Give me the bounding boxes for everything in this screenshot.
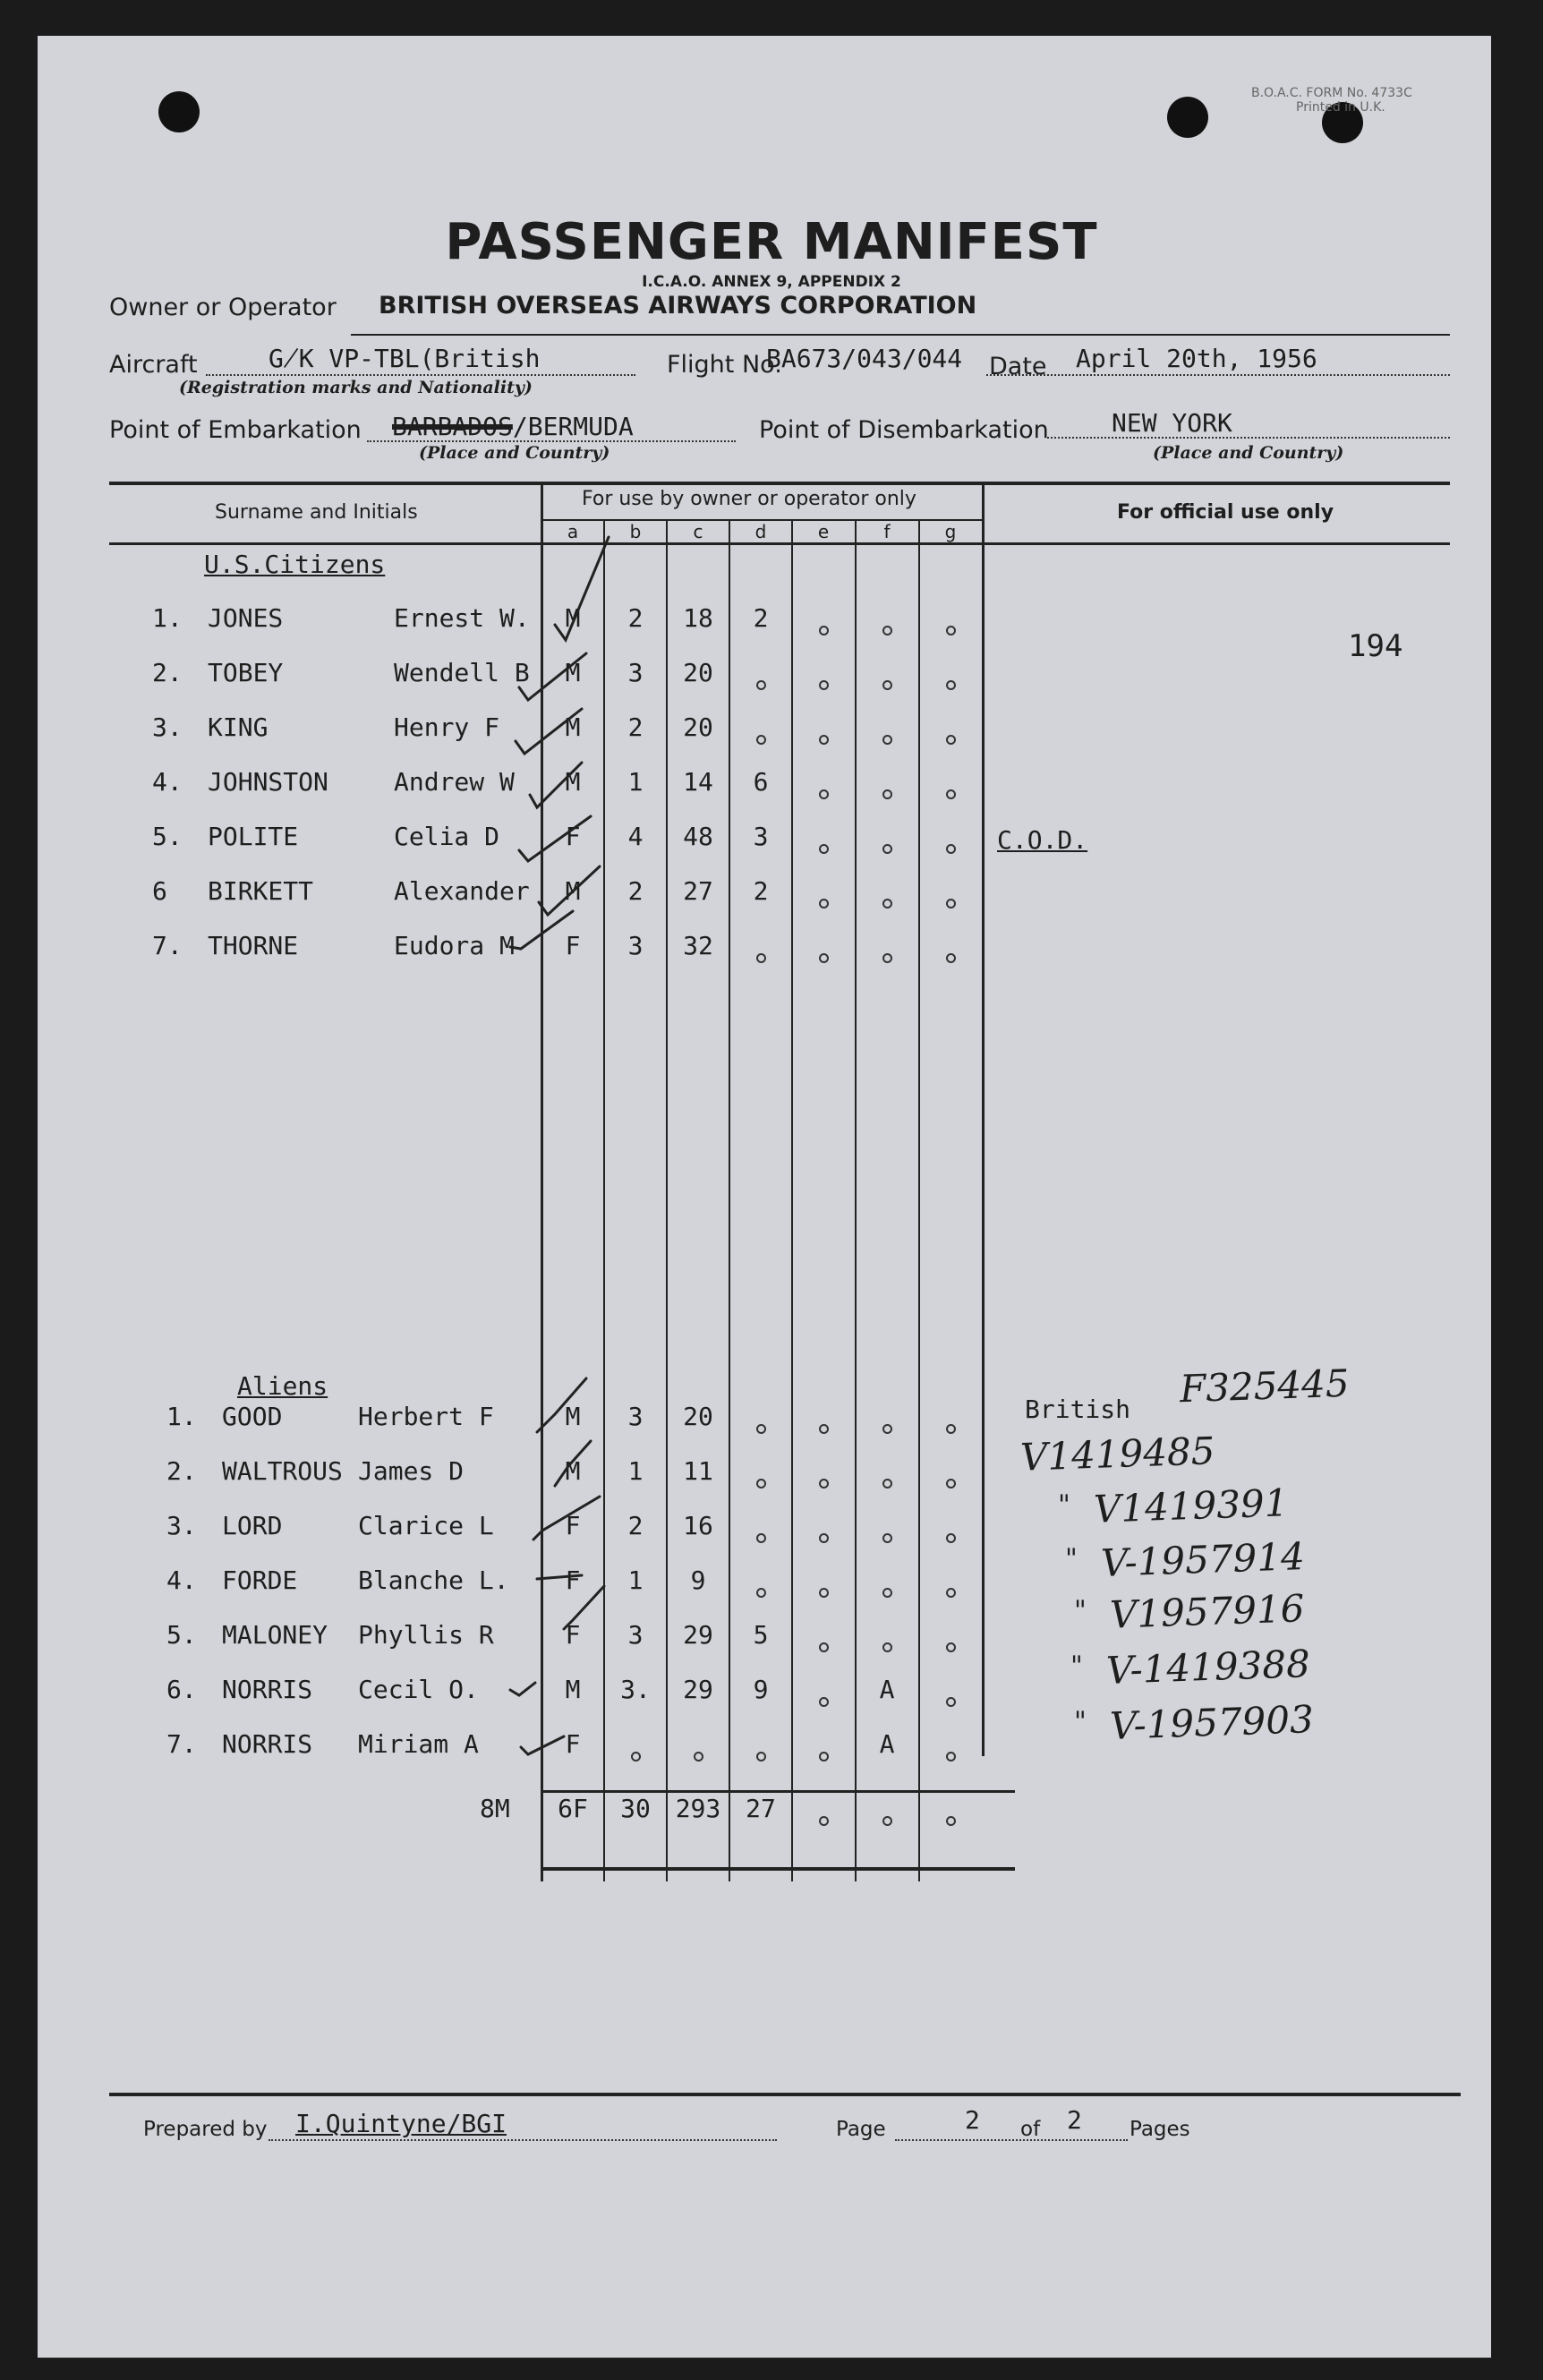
dot-mark [882, 1479, 892, 1489]
empty-cell-dot [933, 1411, 968, 1440]
cell-c: 29 [683, 1620, 713, 1650]
ditto-mark: " [1074, 1706, 1087, 1737]
cell-b: 2 [627, 603, 644, 633]
passport-number: V-1957914 [1100, 1534, 1306, 1585]
dot-mark [819, 1588, 829, 1598]
row-number: 2. [152, 658, 183, 687]
cell-a: F [565, 1620, 581, 1650]
dot-mark [819, 1533, 829, 1543]
page-label: Page [836, 2118, 886, 2141]
empty-cell-dot [869, 1803, 905, 1832]
empty-cell-dot [933, 721, 968, 751]
cell-f: A [879, 1729, 895, 1759]
aliens-heading: Aliens [237, 1371, 328, 1401]
dot-mark [819, 1752, 829, 1762]
empty-cell-dot [933, 1803, 968, 1832]
cell-b: 2 [627, 712, 644, 742]
given-names: Henry F [394, 712, 500, 742]
cell-a: F [565, 1565, 581, 1595]
embark-label: Point of Embarkation [109, 416, 362, 444]
dot-mark [819, 953, 829, 963]
empty-cell-dot [869, 1574, 905, 1604]
us-citizens-heading: U.S.Citizens [204, 550, 386, 579]
divider [351, 334, 1450, 336]
dotted-rule [895, 2139, 1128, 2142]
empty-cell-dot [869, 885, 905, 915]
cell-c: 11 [683, 1456, 713, 1486]
empty-cell-dot [933, 940, 968, 969]
empty-cell-dot [806, 667, 841, 696]
col-rule [666, 519, 668, 1881]
page-subtitle: I.C.A.O. ANNEX 9, APPENDIX 2 [642, 273, 901, 291]
dot-mark [946, 953, 956, 963]
dot-mark [946, 1816, 956, 1826]
given-names: Blanche L. [358, 1565, 509, 1595]
col-rule [791, 519, 793, 1881]
dot-mark [946, 735, 956, 745]
date-value: April 20th, 1956 [1076, 344, 1317, 373]
cell-d: 5 [753, 1620, 769, 1650]
cell-c: 293 [675, 1794, 721, 1823]
empty-cell-dot [869, 667, 905, 696]
empty-cell-dot [933, 1629, 968, 1659]
empty-cell-dot [869, 1629, 905, 1659]
dot-mark [882, 1816, 892, 1826]
dot-mark [946, 844, 956, 854]
cell-c: 27 [683, 876, 713, 906]
passport-number: V1419485 [1019, 1429, 1216, 1480]
empty-cell-dot [743, 940, 779, 969]
dot-mark [756, 1752, 766, 1762]
cell-b: 3 [627, 931, 644, 960]
empty-cell-dot [806, 940, 841, 969]
cell-c: 14 [683, 767, 713, 797]
given-names: Celia D [394, 822, 500, 851]
dot-mark [882, 1533, 892, 1543]
prepared-value: I.Quintyne/BGI [295, 2109, 507, 2138]
punch-hole [1167, 97, 1208, 138]
empty-cell-dot [869, 1411, 905, 1440]
dot-mark [882, 680, 892, 690]
embark-caption: (Place and Country) [419, 443, 610, 463]
cell-b: 4 [627, 822, 644, 851]
dot-mark [819, 844, 829, 854]
surname: TOBEY [208, 658, 284, 687]
cell-b: 2 [627, 1511, 644, 1540]
cell-a: M [565, 603, 581, 633]
dot-mark [819, 789, 829, 799]
dot-mark [819, 1424, 829, 1434]
row-number: 6. [166, 1675, 197, 1704]
row-number: 7. [152, 931, 183, 960]
totals-label: 8M [480, 1794, 510, 1823]
empty-cell-dot [933, 1684, 968, 1713]
empty-cell-dot [869, 612, 905, 642]
dot-mark [819, 1697, 829, 1707]
empty-cell-dot [743, 1738, 779, 1768]
passport-number: V-1419388 [1105, 1642, 1311, 1693]
alien-checkmark-strokes [501, 1361, 635, 1763]
dot-mark [756, 1424, 766, 1434]
dot-mark [946, 789, 956, 799]
empty-cell-dot [806, 831, 841, 860]
embark-value [392, 412, 634, 441]
cell-a: F [565, 1511, 581, 1540]
cell-c: 9 [690, 1565, 706, 1595]
dot-mark [756, 1533, 766, 1543]
empty-cell-dot [869, 831, 905, 860]
dot-mark [946, 1588, 956, 1598]
cell-c: 48 [683, 822, 713, 851]
aircraft-label: Aircraft [109, 351, 198, 379]
given-names: Eudora M [394, 931, 515, 960]
row-number: 6 [152, 876, 167, 906]
empty-cell-dot [743, 1520, 779, 1549]
ditto-mark: " [1070, 1651, 1083, 1682]
checkmark-strokes [501, 528, 635, 976]
aircraft-caption: (Registration marks and Nationality) [179, 378, 533, 397]
empty-cell-dot [806, 885, 841, 915]
table-header-rule [109, 542, 1450, 545]
dot-mark [946, 680, 956, 690]
row-number: 5. [152, 822, 183, 851]
cell-b: 3 [627, 1402, 644, 1431]
empty-cell-dot [933, 885, 968, 915]
surname: POLITE [208, 822, 299, 851]
empty-cell-dot [933, 1574, 968, 1604]
col-header-b: b [629, 521, 642, 542]
empty-cell-dot [933, 1465, 968, 1495]
dot-mark [756, 953, 766, 963]
given-names: Andrew W [394, 767, 515, 797]
ditto-mark: " [1074, 1595, 1087, 1626]
cell-c: 20 [683, 1402, 713, 1431]
pages-label: Pages [1130, 2118, 1190, 2141]
row-number: 1. [152, 603, 183, 633]
empty-cell-dot [806, 1520, 841, 1549]
dot-mark [946, 1479, 956, 1489]
dot-mark [882, 1424, 892, 1434]
surname: NORRIS [222, 1675, 313, 1704]
empty-cell-dot [806, 612, 841, 642]
given-names: Alexander [394, 876, 530, 906]
empty-cell-dot [806, 1738, 841, 1768]
cell-b: 1 [627, 1456, 644, 1486]
empty-cell-dot [933, 612, 968, 642]
dot-mark [882, 1588, 892, 1598]
dot-mark [946, 626, 956, 636]
empty-cell-dot [933, 776, 968, 806]
empty-cell-dot [806, 776, 841, 806]
passenger-count: 194 [1348, 628, 1403, 664]
dot-mark [946, 1752, 956, 1762]
disembark-label: Point of Disembarkation [759, 416, 1049, 444]
cell-c: 18 [683, 603, 713, 633]
surname: NORRIS [222, 1729, 313, 1759]
passport-number: V1419391 [1093, 1480, 1290, 1531]
of-label: of [1020, 2118, 1041, 2141]
empty-cell-dot [869, 1465, 905, 1495]
col-rule [982, 485, 985, 1756]
page-title: PASSENGER MANIFEST [445, 213, 1098, 271]
empty-cell-dot [743, 1465, 779, 1495]
ditto-mark: " [1058, 1489, 1070, 1521]
cell-a: M [565, 1402, 581, 1431]
dot-mark [756, 1479, 766, 1489]
disembark-caption: (Place and Country) [1153, 443, 1344, 463]
of-value: 2 [1067, 2105, 1082, 2135]
passport-number: V1957916 [1109, 1586, 1306, 1637]
cell-c: 20 [683, 658, 713, 687]
cell-b: 1 [627, 767, 644, 797]
passport-number: V-1957903 [1109, 1697, 1315, 1748]
dot-mark [882, 735, 892, 745]
dot-mark [756, 1588, 766, 1598]
empty-cell-dot [806, 1629, 841, 1659]
empty-cell-dot [869, 940, 905, 969]
cell-a: M [565, 712, 581, 742]
dot-mark [946, 1697, 956, 1707]
flight-value: BA673/043/044 [766, 344, 963, 373]
cell-a: F [565, 822, 581, 851]
cell-d: 2 [753, 876, 769, 906]
cell-b: 3 [627, 658, 644, 687]
cell-c: 20 [683, 712, 713, 742]
dot-mark [694, 1752, 703, 1762]
cell-a: F [565, 1729, 581, 1759]
embark-place: /BERMUDA [512, 412, 634, 441]
surname: THORNE [208, 931, 299, 960]
dot-mark [882, 899, 892, 908]
given-names: Clarice L [358, 1511, 494, 1540]
row-number: 4. [166, 1565, 197, 1595]
empty-cell-dot [743, 1411, 779, 1440]
cod-note: C.O.D. [997, 825, 1088, 855]
cell-b: 30 [620, 1794, 651, 1823]
row-number: 5. [166, 1620, 197, 1650]
dot-mark [882, 953, 892, 963]
dot-mark [819, 899, 829, 908]
col-header-a: a [567, 521, 579, 542]
cell-b: 3 [627, 1620, 644, 1650]
dot-mark [819, 1816, 829, 1826]
given-names: Ernest W. [394, 603, 530, 633]
given-names: Cecil O. [358, 1675, 479, 1704]
empty-cell-dot [806, 1803, 841, 1832]
col-rule [918, 519, 920, 1881]
ditto-mark: " [1065, 1543, 1078, 1574]
empty-cell-dot [806, 721, 841, 751]
cell-a: M [565, 1675, 581, 1704]
cell-d: 9 [753, 1675, 769, 1704]
dot-mark [756, 735, 766, 745]
dot-mark [882, 626, 892, 636]
col-header-g: g [944, 521, 957, 542]
dotted-rule [986, 374, 1450, 377]
dot-mark [882, 1642, 892, 1652]
dot-mark [946, 899, 956, 908]
empty-cell-dot [743, 667, 779, 696]
col-header-d: d [754, 521, 767, 542]
col-header-f: f [883, 521, 891, 542]
page-value: 2 [965, 2105, 980, 2135]
empty-cell-dot [933, 831, 968, 860]
row-number: 4. [152, 767, 183, 797]
cell-c: 29 [683, 1675, 713, 1704]
cell-a: M [565, 658, 581, 687]
cell-d: 2 [753, 603, 769, 633]
surname: KING [208, 712, 269, 742]
cell-c: 32 [683, 931, 713, 960]
empty-cell-dot [869, 776, 905, 806]
empty-cell-dot [933, 667, 968, 696]
dot-mark [946, 1642, 956, 1652]
row-number: 1. [166, 1402, 197, 1431]
embark-struck: BARBADOS [392, 412, 513, 441]
form-code: B.O.A.C. FORM No. 4733C Printed in U.K. [1251, 86, 1412, 115]
flight-label: Flight No. [667, 351, 782, 379]
cell-a: M [565, 767, 581, 797]
given-names: Wendell B [394, 658, 530, 687]
row-number: 7. [166, 1729, 197, 1759]
aircraft-value: G̸K VP-TBL(British [269, 344, 541, 373]
given-names: Herbert F [358, 1402, 494, 1431]
col-name-header: Surname and Initials [215, 501, 418, 524]
dotted-rule [206, 374, 635, 377]
empty-cell-dot [743, 721, 779, 751]
owner-label: Owner or Operator [109, 294, 337, 321]
empty-cell-dot [933, 1520, 968, 1549]
cell-b: 1 [627, 1565, 644, 1595]
surname: WALTROUS [222, 1456, 343, 1486]
dot-mark [819, 735, 829, 745]
empty-cell-dot [869, 721, 905, 751]
dot-mark [946, 1424, 956, 1434]
cell-b: 3. [620, 1675, 651, 1704]
empty-cell-dot [869, 1520, 905, 1549]
surname: FORDE [222, 1565, 298, 1595]
given-names: James D [358, 1456, 465, 1486]
cell-d: 6 [753, 767, 769, 797]
disembark-value: NEW YORK [1112, 408, 1232, 438]
surname: JONES [208, 603, 284, 633]
dot-mark [819, 626, 829, 636]
empty-cell-dot [743, 1574, 779, 1604]
cell-f: A [879, 1675, 895, 1704]
dot-mark [946, 1533, 956, 1543]
british-note: British [1025, 1395, 1131, 1424]
totals-top-rule [542, 1790, 1015, 1793]
col-rule [729, 519, 730, 1881]
cell-a: M [565, 876, 581, 906]
empty-cell-dot [806, 1574, 841, 1604]
empty-cell-dot [680, 1738, 716, 1768]
row-number: 3. [166, 1511, 197, 1540]
totals-bottom-rule [542, 1867, 1015, 1871]
given-names: Phyllis R [358, 1620, 494, 1650]
col-header-c: c [693, 521, 703, 542]
col-rule [855, 519, 857, 1881]
date-label: Date [989, 353, 1047, 380]
col-header-e: e [817, 521, 830, 542]
surname: JOHNSTON [208, 767, 328, 797]
dot-mark [882, 789, 892, 799]
given-names: Miriam A [358, 1729, 479, 1759]
official-header: For official use only [1117, 501, 1334, 524]
dot-mark [756, 680, 766, 690]
row-number: 3. [152, 712, 183, 742]
cell-d: 3 [753, 822, 769, 851]
dot-mark [882, 844, 892, 854]
surname: LORD [222, 1511, 283, 1540]
dotted-rule [269, 2139, 777, 2142]
surname: BIRKETT [208, 876, 314, 906]
cell-c: 16 [683, 1511, 713, 1540]
cell-a: M [565, 1456, 581, 1486]
cell-a: F [565, 931, 581, 960]
passport-number: F325445 [1179, 1361, 1351, 1412]
empty-cell-dot [806, 1411, 841, 1440]
footer-rule [109, 2093, 1461, 2096]
empty-cell-dot [933, 1738, 968, 1768]
prepared-label: Prepared by [143, 2118, 268, 2141]
dotted-rule [1047, 437, 1450, 439]
operator-header: For use by owner or operator only [582, 488, 916, 510]
dot-mark [819, 1642, 829, 1652]
empty-cell-dot [806, 1684, 841, 1713]
cell-b: 2 [627, 876, 644, 906]
owner-value: BRITISH OVERSEAS AIRWAYS CORPORATION [379, 292, 977, 320]
table-top-rule [109, 482, 1450, 485]
empty-cell-dot [806, 1465, 841, 1495]
row-number: 2. [166, 1456, 197, 1486]
cell-d: 27 [746, 1794, 776, 1823]
surname: MALONEY [222, 1620, 328, 1650]
dot-mark [819, 680, 829, 690]
surname: GOOD [222, 1402, 283, 1431]
dot-mark [819, 1479, 829, 1489]
punch-hole [158, 91, 200, 132]
cell-a: 6F [558, 1794, 588, 1823]
